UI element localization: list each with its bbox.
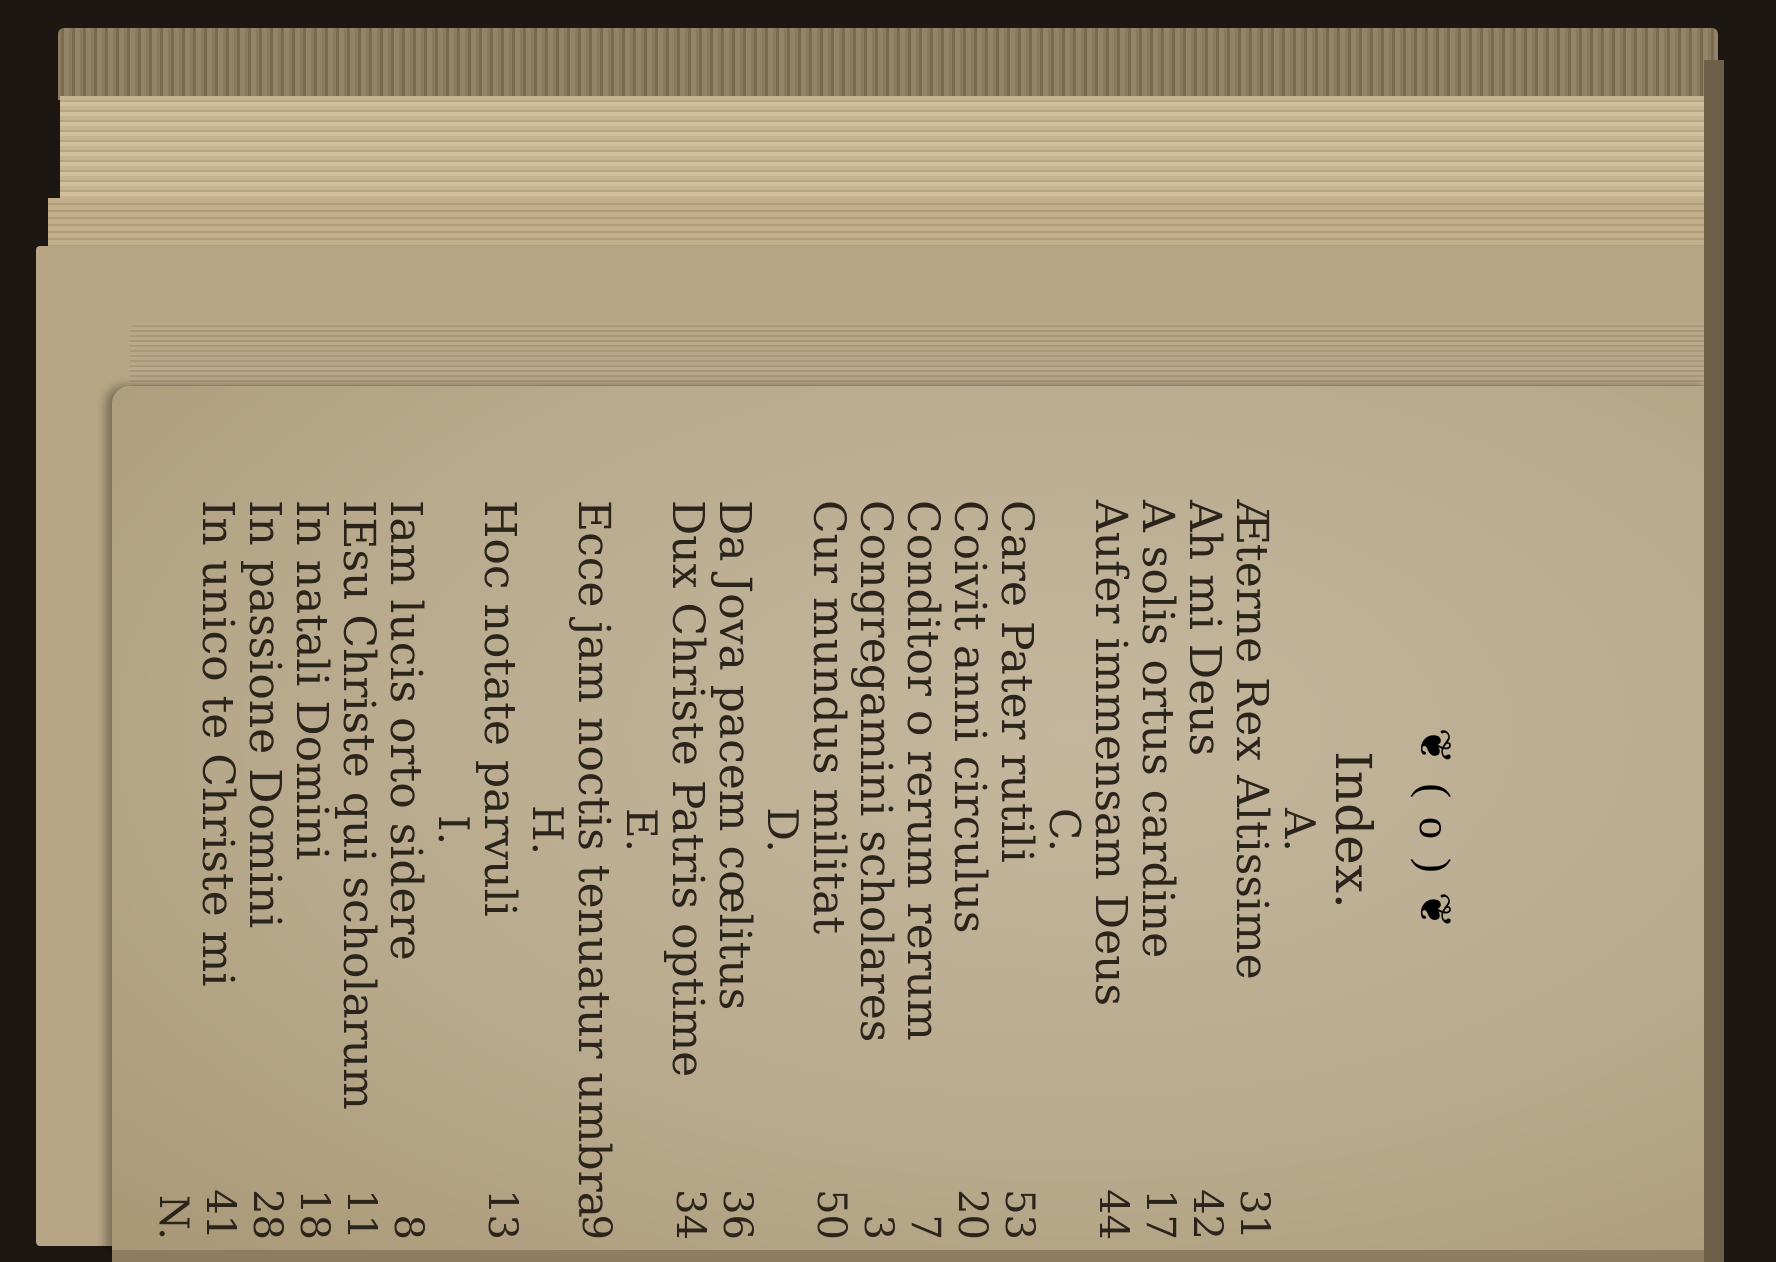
index-entry-page: 42 <box>1184 1189 1230 1240</box>
index-entry-page: 36 <box>714 1189 760 1240</box>
book-top-edge <box>58 28 1718 100</box>
section-letter: I. <box>429 815 478 845</box>
index-entry-page: 18 <box>291 1189 337 1240</box>
index-entry-title: IEsu Christe qui scholarum <box>333 500 384 1110</box>
catchword: N. <box>150 1194 196 1240</box>
index-entry-page: 9 <box>573 1214 619 1240</box>
index-entry-title: In natali Domini <box>286 500 337 861</box>
index-entry-title: Dux Christe Patris optime <box>662 500 713 1078</box>
section-letter: A. <box>1275 808 1324 852</box>
book-spine-edge <box>1704 60 1724 1262</box>
index-title: Index. <box>1324 751 1382 909</box>
index-entry-title: In unico te Christe mi <box>192 500 243 987</box>
index-entry-page: 34 <box>667 1189 713 1240</box>
header-mark: ( o ) <box>1410 783 1459 877</box>
index-entry-title: Conditor o rerum rerum <box>897 500 948 1041</box>
page-stack-lower <box>48 198 1708 252</box>
index-entry-page: 41 <box>197 1189 243 1240</box>
index-entry-title: Cur mundus militat <box>803 500 854 935</box>
index-entry-title: Æterne Rex Altissime <box>1226 500 1277 980</box>
index-entry-page: 3 <box>855 1214 901 1240</box>
index-entry-page: 11 <box>338 1189 384 1240</box>
page-header <box>1400 400 1460 1260</box>
index-entry-page: 50 <box>808 1189 854 1240</box>
section-letter: D. <box>758 807 807 853</box>
index-entry-title: Iam lucis orto sidere <box>380 500 431 961</box>
index-entry-title: Aufer immensam Deus <box>1085 500 1136 1007</box>
index-entry-page: 8 <box>385 1214 431 1240</box>
section-letter: H. <box>523 805 572 855</box>
index-entry-page: 20 <box>949 1189 995 1240</box>
section-letter: C. <box>1040 808 1089 852</box>
index-entry-title: Care Pater rutili <box>991 500 1042 863</box>
index-entry-title: Da Jova pacem cœlitus <box>709 500 760 1011</box>
index-entry-title: Hoc notate parvuli <box>474 500 525 917</box>
index-entry-page: 7 <box>902 1214 948 1240</box>
index-entry-page: 53 <box>996 1189 1042 1240</box>
index-entry-page: 17 <box>1137 1189 1183 1240</box>
index-entry-title: Ecce jam noctis tenuatur umbra <box>568 500 619 1218</box>
ornament-left-icon: ❦ <box>1410 727 1459 784</box>
index-entry-title: Congregamini scholares <box>850 500 901 1043</box>
section-letter: E. <box>617 807 666 852</box>
index-entry-page: 13 <box>479 1189 525 1240</box>
index-entry-page: 28 <box>244 1189 290 1240</box>
index-entry-page: 44 <box>1090 1189 1136 1240</box>
index-entry-page: 31 <box>1231 1189 1277 1240</box>
index-entry-title: In passione Domini <box>239 500 290 929</box>
index-entry-title: Ah mi Deus <box>1179 500 1230 757</box>
index-text-block <box>150 400 1500 1260</box>
index-entry-title: Coivit anni circulus <box>944 500 995 934</box>
index-entry-title: A solis ortus cardine <box>1132 500 1183 959</box>
ornament-right-icon: ❦ <box>1410 876 1459 933</box>
